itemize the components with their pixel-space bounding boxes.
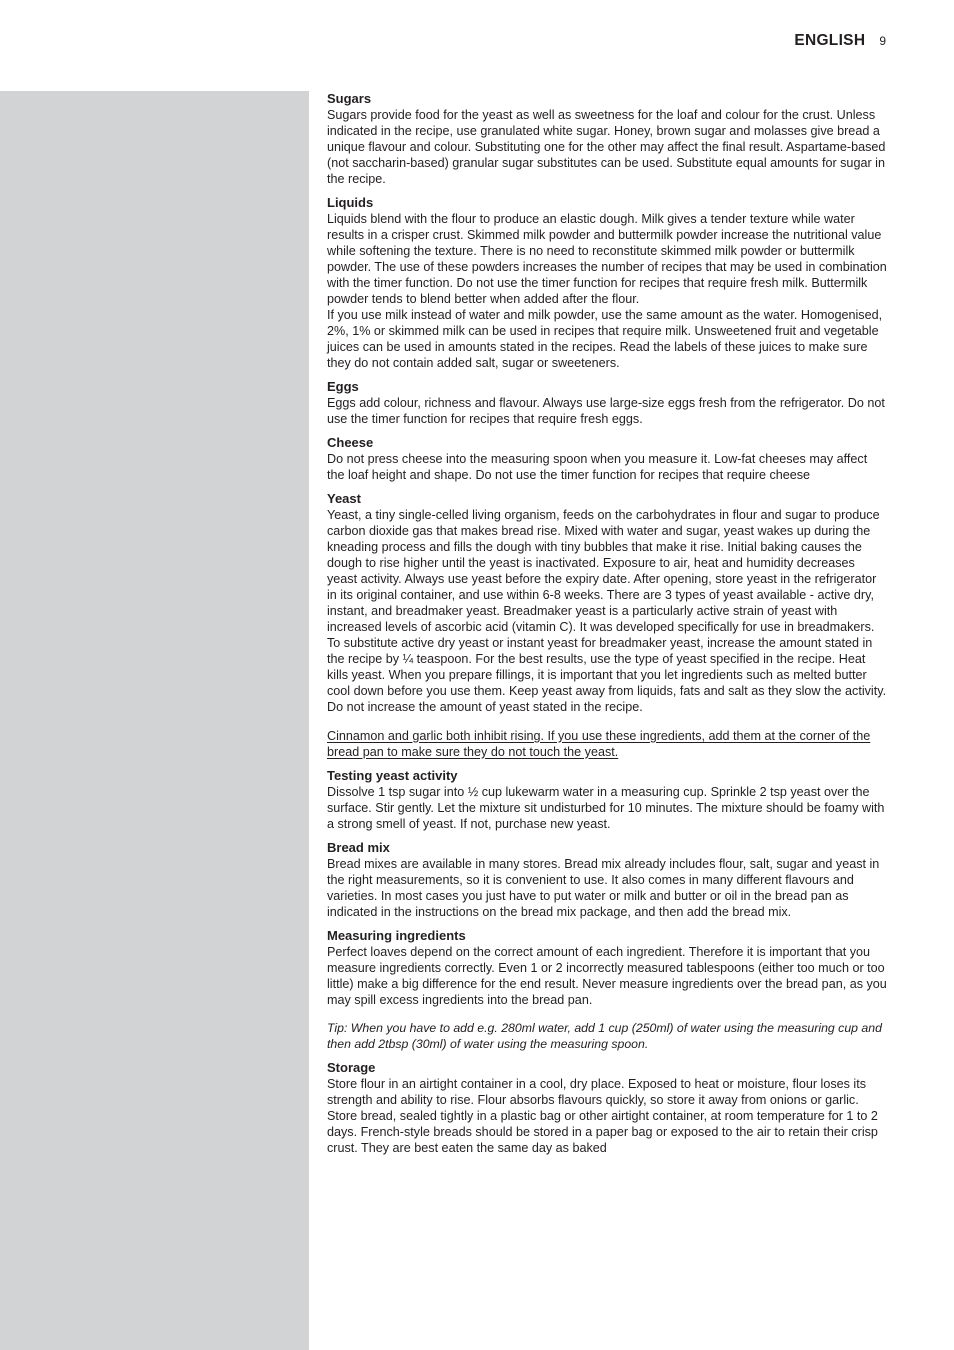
section-testing-yeast <box>327 768 887 832</box>
section-body: Eggs add colour, richness and flavour. Always use large-size eggs fresh from the refrigerator. Do not use the timer function for recipes that require fresh eggs. <box>327 396 885 426</box>
section-body: Liquids blend with the flour to produce an elastic dough. Milk gives a tender texture while water results in a crisper crust. Skimmed milk powder and buttermilk powder increase the nutritional value while softening the texture. There is no need to reconstitute skimmed milk powder or buttermilk powder. The use of these powders increases the number of recipes that may be used in combination with the timer function. Do not use the timer function for recipes that require fresh milk. Buttermilk powder tends to blend better when added after the flour. <box>327 212 887 306</box>
section-heading: Bread mix <box>327 839 390 855</box>
section-sugars <box>327 91 887 187</box>
yeast-warning-note: Cinnamon and garlic both inhibit rising. If you use these ingredients, add them at the corner of the bread pan to make sure they do not touch the yeast. <box>327 728 871 759</box>
section-bread-mix <box>327 840 887 920</box>
section-storage <box>327 1060 887 1156</box>
section-body: Dissolve 1 tsp sugar into ½ cup lukewarm water in a measuring cup. Sprinkle 2 tsp yeast over the surface. Stir gently. Let the mixture sit undisturbed for 10 minutes. The mixture should be foamy with a strong smell of yeast. If not, purchase new yeast. <box>327 784 885 831</box>
section-measuring <box>327 928 887 1008</box>
language-label: ENGLISH <box>794 32 866 49</box>
section-yeast <box>327 491 887 715</box>
section-body: Perfect loaves depend on the correct amount of each ingredient. Therefore it is important that you measure ingredients correctly. Even 1 or 2 incorrectly measured tablespoons (either too much or too little) make a big difference for the end result. Never measure ingredients over the bread pan, as you may spill excess ingredients into the bread pan. <box>327 944 887 1007</box>
section-body: If you use milk instead of water and milk powder, use the same amount as the water. Homogenised, 2%, 1% or skimmed milk can be used in recipes that require milk. Unsweetened fruit and vegetable juices can be used in amounts stated in the recipes. Read the labels of these juices to make sure they do not contain added salt, sugar or sweeteners. <box>327 308 883 370</box>
section-heading: Sugars <box>327 91 372 106</box>
sidebar-grey-panel <box>0 91 309 1350</box>
main-content <box>327 91 887 1164</box>
section-body: Do not press cheese into the measuring spoon when you measure it. Low-fat cheeses may affect the loaf height and shape. Do not use the timer function for recipes that require cheese <box>327 452 868 482</box>
section-body: Sugars provide food for the yeast as well as sweetness for the loaf and colour for the crust. Unless indicated in the recipe, use granulated white sugar. Honey, brown sugar and molasses give bread a unique flavour and colour. Substituting one for the other may affect the final result. Aspartame-based (not saccharin-based) granular sugar substitutes can be used. Substitute equal amounts for sugar in the recipe. <box>327 108 886 186</box>
section-body: Bread mixes are available in many stores. Bread mix already includes flour, salt, sugar and yeast in the right measurements, so it is convenient to use. It also comes in many different flavours and varieties. In most cases you just have to put water or milk and butter or oil in the bread pan as indicated in the instructions on the bread mix package, and then add the bread mix. <box>327 856 880 919</box>
section-body: Yeast, a tiny single-celled living organism, feeds on the carbohydrates in flour and sugar to produce carbon dioxide gas that makes bread rise. Mixed with water and sugar, yeast wakes up during the kneading process and fills the dough with tiny bubbles that make it rise. Initial baking causes the dough to rise higher until the yeast is inactivated. Exposure to air, heat and humidity decreases yeast activity. Always use yeast before the expiry date. After opening, store yeast in the refrigerator in its original container, and use within 6-8 weeks. There are 3 types of yeast available - active dry, instant, and breadmaker yeast. Breadmaker yeast is a particularly active strain of yeast with increased levels of ascorbic acid (vitamin C). It was developed specifically for use in breadmakers. To substitute active dry yeast or instant yeast for breadmaker yeast, increase the amount stated in the recipe by ¼ teaspoon. For the best results, use the type of yeast specified in the recipe. Heat kills yeast. When you prepare fillings, it is important that you let ingredients such as melted butter cool down before you use them. Keep yeast away from liquids, fats and salt as they slow the activity. Do not increase the amount of yeast stated in the recipe. <box>327 508 887 714</box>
section-heading: Measuring ingredients <box>327 927 466 943</box>
section-eggs <box>327 379 887 427</box>
section-heading: Storage <box>327 1059 376 1075</box>
section-cheese <box>327 435 887 483</box>
section-body: Store flour in an airtight container in a cool, dry place. Exposed to heat or moisture, flour loses its strength and ability to rise. Flour absorbs flavours quickly, so store it away from onions or garlic. Store bread, sealed tightly in a plastic bag or other airtight container, at room temperature for 1 to 2 days. French-style breads should be stored in a paper bag or exposed to the air to retain their crisp crust. They are best eaten the same day as baked <box>327 1076 878 1155</box>
section-heading: Eggs <box>327 379 359 394</box>
page-number: 9 <box>879 34 886 48</box>
section-liquids <box>327 195 887 371</box>
section-heading: Liquids <box>327 195 374 210</box>
section-heading: Yeast <box>327 491 361 506</box>
section-heading: Testing yeast activity <box>327 767 458 783</box>
measuring-tip: Tip: When you have to add e.g. 280ml water, add 1 cup (250ml) of water using the measuring cup and then add 2tbsp (30ml) of water using the measuring spoon. <box>327 1020 882 1051</box>
page-header <box>794 32 886 50</box>
section-heading: Cheese <box>327 435 374 450</box>
